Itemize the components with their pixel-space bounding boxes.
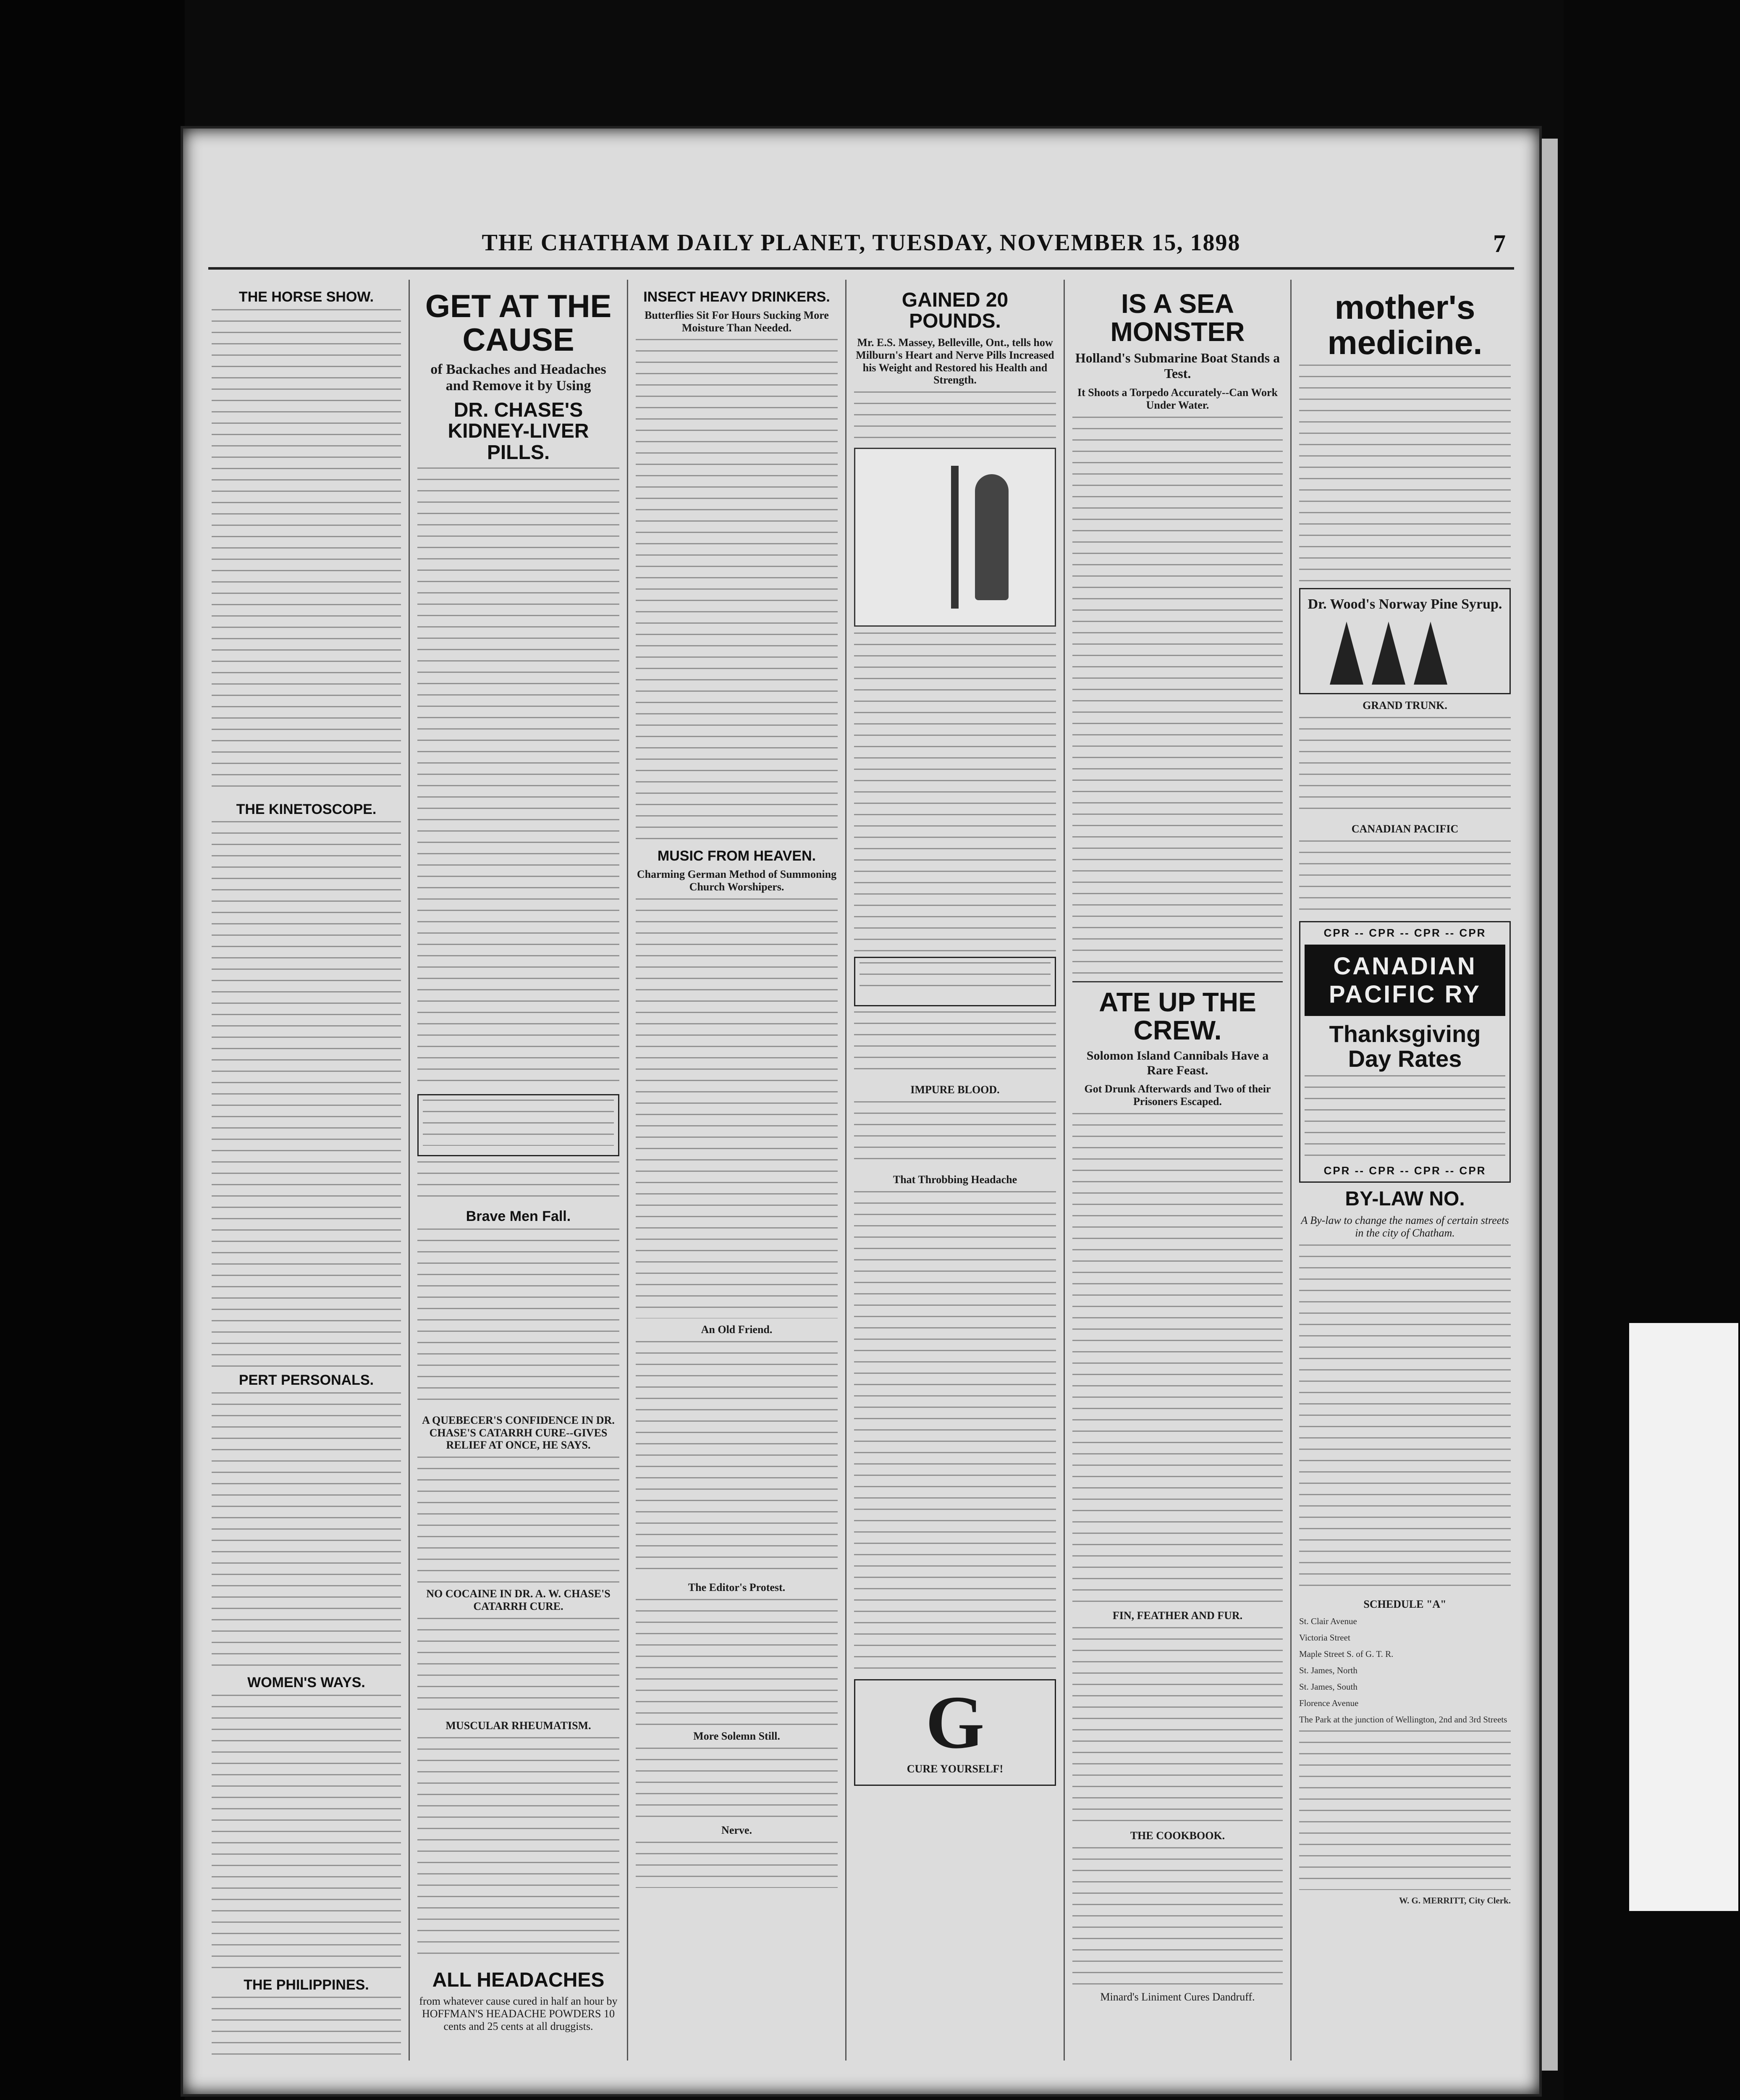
- paper-clip-right: [1629, 1323, 1738, 1911]
- article-body: [212, 821, 401, 1367]
- cpr-thanksgiving-ad: [1299, 921, 1511, 1183]
- pine-trees-illustration: [1305, 617, 1505, 685]
- big-g-ad-text: CURE YOURSELF!: [907, 1763, 1004, 1775]
- column-6: [1292, 280, 1518, 2061]
- subheadline: Charming German Method of Summoning Church Worshipers.: [637, 868, 837, 893]
- street-item: Maple Street S. of G. T. R.: [1299, 1648, 1394, 1659]
- masthead: [208, 229, 1514, 270]
- article-body: [417, 467, 619, 1089]
- headline-grand-trunk: GRAND TRUNK.: [1363, 699, 1447, 712]
- article-body: [417, 1228, 619, 1409]
- norway-pine-syrup-ad: [1299, 588, 1511, 694]
- street-list: [1299, 1616, 1511, 1725]
- street-item: St. James, North: [1299, 1665, 1357, 1675]
- cpr-border-text: CPR -- CPR -- CPR -- CPR: [1323, 1164, 1486, 1177]
- article-body: [417, 1161, 619, 1203]
- headline-nerve: Nerve.: [721, 1824, 752, 1836]
- subheadline: Solomon Island Cannibals Have a Rare Feast.: [1086, 1049, 1269, 1077]
- headline-canadian-pacific: CANADIAN PACIFIC: [1351, 822, 1459, 835]
- article-body: [212, 1392, 401, 1670]
- scale-illustration: [854, 448, 1056, 627]
- headline-philippines: THE PHILIPPINES.: [244, 1977, 369, 1993]
- article-body: [1072, 1627, 1283, 1824]
- headline-cookbook: THE COOKBOOK.: [1130, 1829, 1225, 1842]
- article-body: [636, 1341, 838, 1576]
- clerk-signoff: W. G. MERRITT, City Clerk.: [1399, 1895, 1511, 1906]
- headline-mothers-medicine: mother's medicine.: [1327, 289, 1483, 361]
- pine-tree-icon: [1414, 622, 1447, 685]
- headline-brave-men-fall: Brave Men Fall.: [466, 1208, 571, 1224]
- pine-tree-icon: [1330, 622, 1363, 685]
- column-4: [846, 280, 1065, 2061]
- columns: [204, 280, 1518, 2061]
- headache-ad-text: from whatever cause cured in half an hour by HOFFMAN'S HEADACHE POWDERS 10 cents and 25 cents at all druggists.: [419, 1995, 618, 2033]
- timetable: [1299, 717, 1511, 818]
- headline-impure-blood: IMPURE BLOOD.: [910, 1084, 1000, 1096]
- column-1: [204, 280, 410, 2061]
- by-law-body: [1299, 1244, 1511, 1593]
- cpr-border-text: CPR -- CPR -- CPR -- CPR: [1323, 926, 1486, 939]
- headline-gained-20-pounds: GAINED 20 POUNDS.: [901, 289, 1009, 333]
- page-number: 7: [1493, 230, 1506, 257]
- article-body: [854, 633, 1056, 952]
- headline-womens-ways: WOMEN'S WAYS.: [247, 1675, 365, 1691]
- article-body: [636, 1599, 838, 1725]
- article-body: [417, 1457, 619, 1583]
- headline-ate-up-the-crew: ATE UP THE CREW.: [1099, 987, 1256, 1045]
- headline-thanksgiving-rates: Thanksgiving Day Rates: [1329, 1020, 1481, 1072]
- subheadline: Got Drunk Afterwards and Two of their Prisoners Escaped.: [1084, 1083, 1271, 1108]
- headline-more-solemn: More Solemn Still.: [693, 1730, 780, 1742]
- headline-fin-feather-fur: FIN, FEATHER AND FUR.: [1112, 1609, 1243, 1622]
- subheadline: Mr. E.S. Massey, Belleville, Ont., tells how Milburn's Heart and Nerve Pills Increased his Weight and Restored his Health and Strength.: [856, 336, 1054, 386]
- article-body: [1072, 1113, 1283, 1604]
- by-law-subtitle: A By-law to change the names of certain streets in the city of Chatham.: [1301, 1214, 1509, 1239]
- article-body: [417, 1618, 619, 1714]
- man-figure: [975, 474, 1009, 600]
- article-body: [854, 1011, 1056, 1079]
- headline-throbbing-headache: That Throbbing Headache: [893, 1173, 1017, 1186]
- article-body: [212, 1997, 401, 2061]
- schedule-heading: SCHEDULE "A": [1363, 1598, 1447, 1610]
- subheadline: of Backaches and Headaches and Remove it by Using: [430, 361, 606, 394]
- street-item: The Park at the junction of Wellington, 2nd and 3rd Streets: [1299, 1714, 1507, 1725]
- article-body: [636, 339, 838, 843]
- street-item: Victoria Street: [1299, 1632, 1350, 1643]
- headline-quebecer: A QUEBECER'S CONFIDENCE IN DR. CHASE'S CATARRH CURE--GIVES RELIEF AT ONCE, HE SAYS.: [422, 1414, 615, 1452]
- subheadline: It Shoots a Torpedo Accurately--Can Work Under Water.: [1077, 386, 1278, 411]
- headline-pert-personals: PERT PERSONALS.: [238, 1372, 374, 1389]
- article-body: [636, 1842, 838, 1888]
- headline-muscular-rheumatism: MUSCULAR RHEUMATISM.: [445, 1719, 591, 1732]
- receipt-book-notice: [417, 1094, 619, 1156]
- timetable: [1299, 840, 1511, 916]
- article-body: [854, 1101, 1056, 1168]
- article-body: [636, 1748, 838, 1819]
- article-body: [1072, 1847, 1283, 1986]
- cpr-banner: CANADIAN PACIFIC RY: [1305, 945, 1505, 1016]
- big-g-letter: G: [925, 1680, 985, 1764]
- article-body: [212, 1695, 401, 1972]
- column-5: [1065, 280, 1292, 2061]
- headline-all-headaches: ALL HEADACHES: [432, 1969, 605, 1991]
- article-body: [636, 898, 838, 1318]
- scale-post: [951, 466, 959, 609]
- headline-kinetoscope: THE KINETOSCOPE.: [236, 801, 377, 817]
- subheadline: Butterflies Sit For Hours Sucking More Moisture Than Needed.: [645, 309, 829, 334]
- article-body: [854, 1191, 1056, 1674]
- notice-body: [1299, 1730, 1511, 1890]
- big-g-ad: [854, 1679, 1056, 1786]
- article-body: [1299, 365, 1511, 583]
- headline-no-cocaine: NO COCAINE IN DR. A. W. CHASE'S CATARRH CURE.: [426, 1588, 611, 1613]
- subheadline: Holland's Submarine Boat Stands a Test.: [1075, 350, 1280, 381]
- headline-insect-drinkers: INSECT HEAVY DRINKERS.: [643, 289, 830, 305]
- testimonial-box: [854, 957, 1056, 1006]
- pine-tree-icon: [1372, 622, 1405, 685]
- column-3: [628, 280, 846, 2061]
- article-body: [854, 391, 1056, 442]
- street-item: Florence Avenue: [1299, 1698, 1359, 1708]
- norway-pine-syrup-title: Dr. Wood's Norway Pine Syrup.: [1308, 596, 1502, 612]
- headline-get-at-the-cause: GET AT THE CAUSE: [425, 289, 612, 358]
- headline-music-from-heaven: MUSIC FROM HEAVEN.: [657, 848, 816, 864]
- headline-sea-monster: IS A SEA MONSTER: [1110, 289, 1245, 347]
- ad-body: [1305, 1075, 1505, 1159]
- street-item: St. Clair Avenue: [1299, 1616, 1357, 1626]
- article-body: [212, 309, 401, 796]
- masthead-title: THE CHATHAM DAILY PLANET, TUESDAY, NOVEMBER 15, 1898: [482, 230, 1241, 256]
- headline-editors-protest: The Editor's Protest.: [688, 1581, 786, 1593]
- scan-border-left: [0, 0, 185, 2100]
- newspaper-page: [181, 126, 1542, 2097]
- article-body: [1072, 417, 1283, 975]
- headline-horse-show: THE HORSE SHOW.: [238, 289, 374, 305]
- headline-by-law: BY-LAW NO.: [1345, 1188, 1465, 1210]
- minards-notice: Minard's Liniment Cures Dandruff.: [1100, 1990, 1255, 2003]
- divider: [1072, 981, 1283, 982]
- street-item: St. James, South: [1299, 1681, 1357, 1692]
- headline-kidney-liver-pills: DR. CHASE'S KIDNEY-LIVER PILLS.: [448, 399, 589, 464]
- column-2: [410, 280, 628, 2061]
- headline-old-friend: An Old Friend.: [701, 1323, 773, 1336]
- article-body: [417, 1737, 619, 1964]
